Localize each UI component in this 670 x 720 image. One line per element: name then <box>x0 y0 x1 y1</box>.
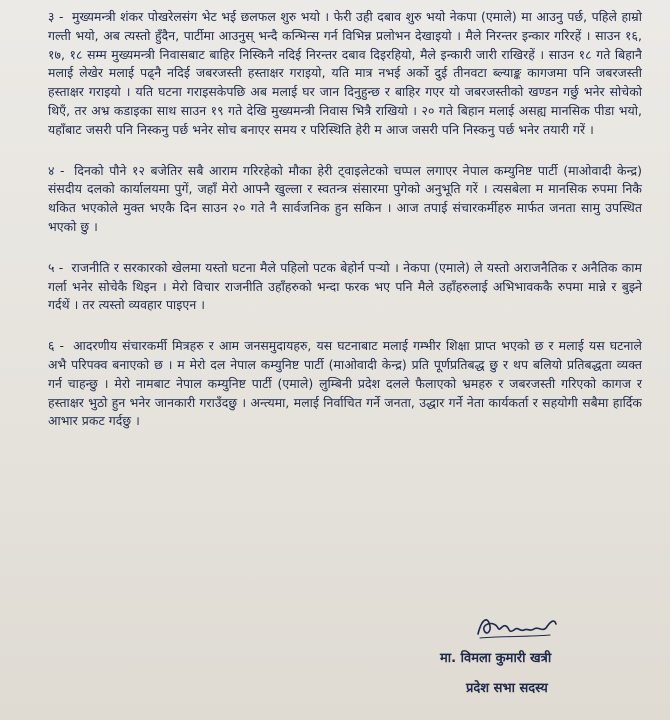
paragraph-number: ४ - <box>48 162 65 178</box>
signer-title: प्रदेश सभा सदस्य <box>466 681 548 696</box>
paragraph-text: दिनको पौने १२ बजेतिर सबै आराम गरिरहेको मौका हेरी ट्वाइलेटको चप्पल लगाएर नेपाल कम्युनिष्ट पार्टी (माओवादी केन्द्र) संसदीय दलको कार्यालयमा पुगें, जहाँ मेरो आफ्नै खुल्ला र स्वतन्त्र संसारमा पुगेको अनुभूति गरें । त्यसबेला म मानसिक रुपमा निकै थकित भएकोले मुक्त भएकै दिन साउन २० गते नै सार्वजनिक हुन सकिन । आज तपाई संचारकर्मीहरु मार्फत जनता सामु उपस्थित भएको छु । <box>48 162 642 234</box>
paragraph-4 <box>48 162 642 237</box>
paragraph-text: राजनीति र सरकारको खेलमा यस्तो घटना मैले पहिलो पटक बेहोर्न पर्‍यो । नेकपा (एमाले) ले यस्तो अराजनैतिक र अनैतिक काम गर्ला भनेर सोचेकै थिइन । मेरो विचार राजनीति उहाँहरुको भन्दा फरक भए पनि मैले उहाँहरुलाई अभिभावककै रुपमा मान्ने र बुझ्ने गर्दथें । तर त्यस्तो व्यवहार पाइएन । <box>48 259 642 313</box>
handwritten-signature-icon <box>472 610 562 644</box>
paragraph-text: आदरणीय संचारकर्मी मित्रहरु र आम जनसमुदायहरु, यस घटनाबाट मलाई गम्भीर शिक्षा प्राप्त भएको छ र मलाई यस घटनाले अभै परिपक्व बनाएको छ । म मेरो दल नेपाल कम्युनिष्ट पार्टी (माओवादी केन्द्र) प्रति पूर्णप्रतिबद्ध छु र थप बलियो प्रतिबद्धता व्यक्त गर्न चाहन्छु । मेरो नामबाट नेपाल कम्युनिष्ट पार्टी (एमाले) लुम्बिनी प्रदेश दलले फैलाएको भ्रमहरु र जबरजस्ती गरिएको कागज र हस्ताक्षर भुठो हुन भनेर जानकारी गराउँदछु । अन्त्यमा, मलाई निर्वाचित गर्ने जनता, उद्धार गर्ने नेता कार्यकर्ता र सहयोगी सबैमा हार्दिक आभार प्रकट गर्दछु । <box>48 338 642 429</box>
paragraph-3 <box>48 8 642 140</box>
signature-block <box>432 610 642 696</box>
paragraph-text: मुख्यमन्त्री शंकर पोखरेलसंग भेट भई छलफल शुरु भयो । फेरी उही दबाव शुरु भयो नेकपा (एमाले) मा आउनु पर्छ, पहिले हाम्रो गल्ती भयो, अब त्यस्तो हुँदैन, पार्टीमा आउनुस् भन्दै कन्भिन्स गर्न विभिन्न प्रलोभन देखाइयो । मैले निरन्तर इन्कार गरिरहें । साउन १६, १७, १८ सम्म मुख्यमन्त्री निवासबाट बाहिर निस्किनै नदिई निरन्तर दबाव दिइरहियो, मैले इन्कारी जारी राखिरहें । साउन १८ गते बिहानै मलाई लेखेर मलाई पढ्नै नदिई जबरजस्ती हस्ताक्षर गराइयो, यति मात्र नभई अर्को दुई तीनवटा ब्ल्याङ्क कागजमा पनि जबरजस्ती हस्ताक्षर गराइयो । यति घटना गराइसकेपछि अब मलाई घर जान दिनुहुन्छ र बाहिर गएर यो जबरजस्तीको खण्डन गर्छु भनेर सोचेको थिएँ, तर अभ्र कडाइका साथ साउन १९ गते देखि मुख्यमन्त्री निवास भित्रै राखियो । २० गते बिहान मलाई असह्य मानसिक पीडा भयो, यहाँबाट जसरी पनि निस्कनु पर्छ भनेर सोच बनाएर समय र परिस्थिति हेरी म आज जसरी पनि निस्कनु पर्छ भनेर तयारी गरें । <box>48 9 642 137</box>
paragraph-number: ३ - <box>48 9 64 24</box>
paragraph-6 <box>48 337 642 431</box>
paragraph-number: ६ - <box>48 338 65 354</box>
signer-name: मा. विमला कुमारी खत्री <box>440 651 552 666</box>
paragraph-5 <box>48 259 642 315</box>
paragraph-number: ५ - <box>48 259 64 275</box>
